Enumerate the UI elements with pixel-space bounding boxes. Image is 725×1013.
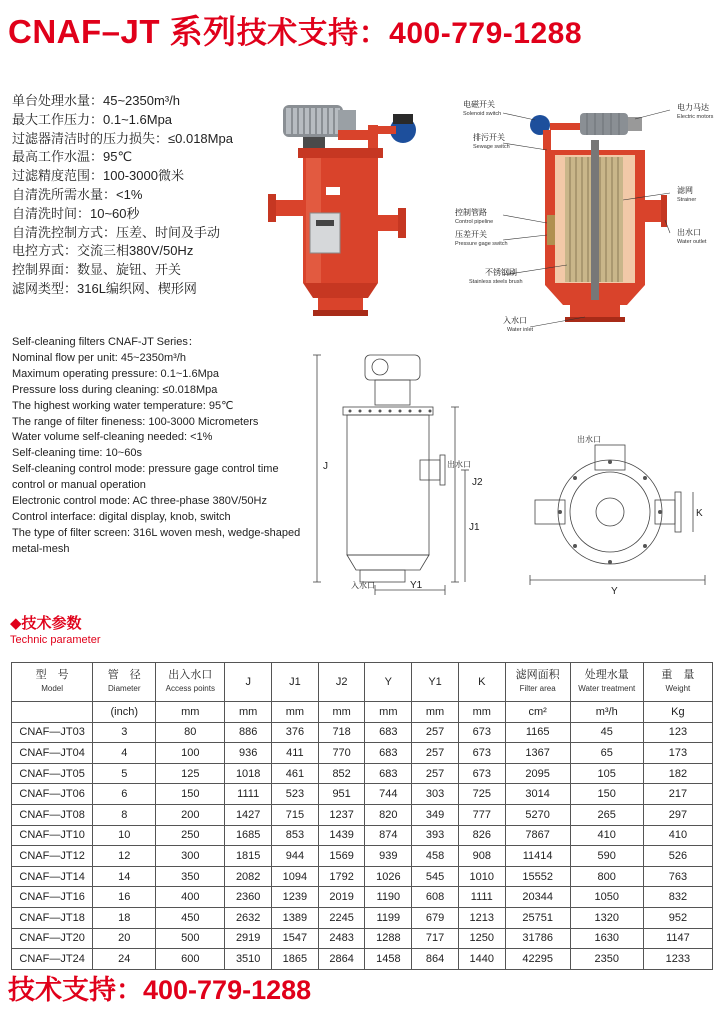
table-units-row <box>12 702 713 723</box>
column-header-en: Access points <box>165 684 215 693</box>
table-cell: CNAF—JT03 <box>12 722 93 743</box>
table-cell: 80 <box>156 722 225 743</box>
label-solenoid: 电磁开关 <box>463 100 495 109</box>
table-cell: 673 <box>458 722 505 743</box>
table-cell: 1547 <box>272 928 319 949</box>
table-cell: 853 <box>272 825 319 846</box>
column-header-cn: 出入水口 <box>168 669 213 681</box>
table-cell: 8 <box>93 804 156 825</box>
cn-spec: 最高工作水温：95℃ <box>12 149 133 165</box>
table-cell: 6 <box>93 784 156 805</box>
table-cell: 820 <box>365 804 412 825</box>
table-cell: 826 <box>458 825 505 846</box>
column-header-en: Model <box>41 684 64 693</box>
en-spec: Nominal flow per unit: 45~2350m³/h <box>12 351 186 364</box>
table-cell: 458 <box>412 846 459 867</box>
column-header-cn: Y <box>384 675 393 688</box>
label-outlet: 出水口 <box>677 228 701 237</box>
table-cell: 349 <box>412 804 459 825</box>
table-cell: 886 <box>225 722 272 743</box>
label-pipeline-en: Control pipeline <box>455 219 494 225</box>
top-view-drawing <box>515 430 720 610</box>
en-spec: Self-cleaning filters CNAF-JT Series： <box>12 336 199 348</box>
column-header-cn: J <box>245 675 251 688</box>
en-spec: The highest working water temperature: 95℃ <box>12 399 234 412</box>
table-cell: 1865 <box>272 949 319 970</box>
table-cell: 852 <box>318 763 365 784</box>
table-cell: 150 <box>156 784 225 805</box>
table-cell: 42295 <box>505 949 570 970</box>
label-motor-en: Electric motors <box>677 114 714 120</box>
table-cell: 3 <box>93 722 156 743</box>
table-cell: 2360 <box>225 887 272 908</box>
column-header <box>458 663 505 702</box>
table-row <box>12 743 713 764</box>
table-cell: 4 <box>93 743 156 764</box>
table-cell: 1213 <box>458 907 505 928</box>
table-cell: 297 <box>643 804 712 825</box>
table-cell: 2095 <box>505 763 570 784</box>
column-header-cn: Y1 <box>428 675 442 688</box>
table-cell: 1288 <box>365 928 412 949</box>
column-header-en: Diameter <box>108 684 141 693</box>
table-cell: 125 <box>156 763 225 784</box>
table-cell: 25751 <box>505 907 570 928</box>
table-cell: 952 <box>643 907 712 928</box>
table-cell: 31786 <box>505 928 570 949</box>
table-cell: 717 <box>412 928 459 949</box>
column-header-cn: K <box>478 675 486 688</box>
table-cell: 182 <box>643 763 712 784</box>
label-motor: 电力马达 <box>677 103 709 112</box>
table-cell: CNAF—JT14 <box>12 866 93 887</box>
en-spec: Maximum operating pressure: 0.1~1.6Mpa <box>12 367 219 380</box>
table-cell: 1792 <box>318 866 365 887</box>
section-title: ◆技术参数 <box>10 615 82 632</box>
table-cell: 679 <box>412 907 459 928</box>
table-cell: 683 <box>365 722 412 743</box>
table-cell: 265 <box>570 804 643 825</box>
label-gage: 压差开关 <box>455 230 487 239</box>
table-cell: 376 <box>272 722 319 743</box>
table-cell: 590 <box>570 846 643 867</box>
column-header-cn: J2 <box>335 675 348 688</box>
table-cell: 2864 <box>318 949 365 970</box>
table-cell: 874 <box>365 825 412 846</box>
cn-spec: 滤网类型：316L编织网、楔形网 <box>12 280 197 296</box>
dim-k: K <box>696 508 703 519</box>
table-cell: CNAF—JT04 <box>12 743 93 764</box>
column-header-cn: 处理水量 <box>584 669 629 681</box>
table-cell: 545 <box>412 866 459 887</box>
cn-spec: 最大工作压力：0.1~1.6Mpa <box>12 111 173 127</box>
cn-spec-list <box>12 92 233 299</box>
en-spec: Electronic control mode: AC three-phase 380V/50Hz <box>12 495 267 508</box>
table-cell: 1389 <box>272 907 319 928</box>
cn-spec: 自清洗控制方式：压差、时间及手动 <box>12 224 221 240</box>
table-cell: 1237 <box>318 804 365 825</box>
table-cell: 217 <box>643 784 712 805</box>
table-cell: 250 <box>156 825 225 846</box>
table-cell: 450 <box>156 907 225 928</box>
table-cell: CNAF—JT20 <box>12 928 93 949</box>
table-cell: 200 <box>156 804 225 825</box>
table-cell: 123 <box>643 722 712 743</box>
table-cell: 1458 <box>365 949 412 970</box>
table-cell: 2019 <box>318 887 365 908</box>
en-spec: Control interface: digital display, knob, switch <box>12 510 231 523</box>
label-inlet-en: Water inlet <box>507 327 534 333</box>
en-spec: Self-cleaning control mode: pressure gage control time control or manual operation <box>12 463 279 492</box>
label-sewage: 排污开关 <box>473 133 505 142</box>
table-cell: 1111 <box>458 887 505 908</box>
drawing-outlet-top: 出水口 <box>577 435 601 444</box>
label-brush: 不锈钢刷 <box>485 268 517 277</box>
table-cell: 1190 <box>365 887 412 908</box>
table-cell: 800 <box>570 866 643 887</box>
table-cell: CNAF—JT16 <box>12 887 93 908</box>
table-cell: 2483 <box>318 928 365 949</box>
table-cell: 777 <box>458 804 505 825</box>
table-cell: CNAF—JT10 <box>12 825 93 846</box>
table-cell: 173 <box>643 743 712 764</box>
cn-spec: 单台处理水量：45~2350m³/h <box>12 93 180 108</box>
table-cell: CNAF—JT24 <box>12 949 93 970</box>
table-cell: 3014 <box>505 784 570 805</box>
table-cell: 2082 <box>225 866 272 887</box>
table-cell: CNAF—JT12 <box>12 846 93 867</box>
cn-spec: 控制界面：数显、旋钮、开关 <box>12 262 182 278</box>
table-cell: 2350 <box>570 949 643 970</box>
table-cell: 410 <box>643 825 712 846</box>
table-cell: 744 <box>365 784 412 805</box>
column-header <box>365 663 412 702</box>
label-inlet: 入水口 <box>503 316 527 325</box>
table-cell: CNAF—JT08 <box>12 804 93 825</box>
table-cell: 939 <box>365 846 412 867</box>
table-cell: 461 <box>272 763 319 784</box>
title-support: 技术支持：400-779-1288 <box>236 17 583 50</box>
table-row <box>12 804 713 825</box>
label-gage-en: Pressure gage switch <box>455 241 508 247</box>
table-header-row <box>12 663 713 702</box>
label-brush-en: Stainless steels brush <box>469 279 523 285</box>
table-cell: 526 <box>643 846 712 867</box>
unit-cell: mm <box>365 702 412 723</box>
table-cell: 1427 <box>225 804 272 825</box>
table-cell: 770 <box>318 743 365 764</box>
dim-y1: Y1 <box>410 580 423 591</box>
parameter-table <box>11 662 713 970</box>
label-strainer-en: Strainer <box>677 197 697 203</box>
table-cell: 2919 <box>225 928 272 949</box>
table-cell: 608 <box>412 887 459 908</box>
table-cell: CNAF—JT18 <box>12 907 93 928</box>
table-cell: 600 <box>156 949 225 970</box>
table-cell: 1439 <box>318 825 365 846</box>
table-cell: 11414 <box>505 846 570 867</box>
table-body <box>12 722 713 969</box>
filter-product-photo <box>268 100 448 320</box>
table-cell: 1010 <box>458 866 505 887</box>
table-cell: 20 <box>93 928 156 949</box>
table-cell: 1018 <box>225 763 272 784</box>
table-cell: 673 <box>458 743 505 764</box>
table-cell: 1815 <box>225 846 272 867</box>
section-subtitle: Technic parameter <box>10 634 101 646</box>
table-cell: CNAF—JT06 <box>12 784 93 805</box>
table-cell: 1440 <box>458 949 505 970</box>
table-cell: 16 <box>93 887 156 908</box>
table-cell: 105 <box>570 763 643 784</box>
table-cell: 1320 <box>570 907 643 928</box>
table-cell: 1199 <box>365 907 412 928</box>
table-cell: 2632 <box>225 907 272 928</box>
table-cell: 350 <box>156 866 225 887</box>
table-row <box>12 825 713 846</box>
unit-cell: mm <box>458 702 505 723</box>
unit-cell: mm <box>412 702 459 723</box>
table-cell: 20344 <box>505 887 570 908</box>
cn-spec: 电控方式：交流三相380V/50Hz <box>12 243 194 259</box>
column-header <box>12 663 93 702</box>
dim-y: Y <box>611 586 618 597</box>
en-spec-list <box>12 335 307 558</box>
table-cell: 944 <box>272 846 319 867</box>
cn-spec: 自清洗所需水量：<1% <box>12 186 143 202</box>
table-cell: 683 <box>365 743 412 764</box>
table-cell: 5270 <box>505 804 570 825</box>
cn-spec: 过滤器清洁时的压力损失：≤0.018Mpa <box>12 130 233 146</box>
label-solenoid-en: Solenoid switch <box>463 111 502 117</box>
table-cell: 832 <box>643 887 712 908</box>
column-header-cn: 滤网面积 <box>515 669 560 681</box>
label-outlet-en: Water outlet <box>677 239 707 245</box>
column-header <box>643 663 712 702</box>
table-cell: 1094 <box>272 866 319 887</box>
label-sewage-en: Sewage switch <box>473 144 510 150</box>
column-header <box>570 663 643 702</box>
table-cell: 500 <box>156 928 225 949</box>
en-spec: The range of filter fineness: 100-3000 Micrometers <box>12 415 259 428</box>
column-header-en: Weight <box>665 684 691 693</box>
unit-cell: mm <box>272 702 319 723</box>
unit-cell: mm <box>225 702 272 723</box>
table-cell: 100 <box>156 743 225 764</box>
table-cell: 936 <box>225 743 272 764</box>
page-title <box>8 6 582 53</box>
drawing-outlet: 出水口 <box>447 460 471 469</box>
table-cell: 2245 <box>318 907 365 928</box>
table-cell: 65 <box>570 743 643 764</box>
column-header-cn: 重 量 <box>661 669 695 681</box>
column-header-en: Filter area <box>519 684 556 693</box>
table-cell: 715 <box>272 804 319 825</box>
table-cell: 410 <box>570 825 643 846</box>
en-spec: Self-cleaning time: 10~60s <box>12 447 142 460</box>
table-cell: 908 <box>458 846 505 867</box>
column-header <box>93 663 156 702</box>
table-cell: 10 <box>93 825 156 846</box>
table-cell: 3510 <box>225 949 272 970</box>
unit-cell: (inch) <box>93 702 156 723</box>
table-row <box>12 784 713 805</box>
column-header-cn: 管 径 <box>107 669 141 681</box>
table-cell: 18 <box>93 907 156 928</box>
unit-cell: Kg <box>643 702 712 723</box>
footer-support: 技术支持：400-779-1288 <box>8 975 312 1005</box>
table-cell: 864 <box>412 949 459 970</box>
table-cell: 24 <box>93 949 156 970</box>
title-model: CNAF–JT 系列 <box>8 13 237 50</box>
table-row <box>12 949 713 970</box>
table-cell: 1250 <box>458 928 505 949</box>
unit-cell <box>12 702 93 723</box>
table-row <box>12 763 713 784</box>
table-row <box>12 846 713 867</box>
front-view-drawing <box>305 345 505 600</box>
dim-j: J <box>323 461 328 472</box>
table-cell: 15552 <box>505 866 570 887</box>
unit-cell: mm <box>156 702 225 723</box>
label-pipeline: 控制管路 <box>455 208 487 217</box>
column-header <box>505 663 570 702</box>
column-header <box>225 663 272 702</box>
table-cell: 725 <box>458 784 505 805</box>
column-header <box>156 663 225 702</box>
table-cell: 257 <box>412 722 459 743</box>
en-spec: The type of filter screen: 316L woven mesh, wedge-shaped metal-mesh <box>12 526 301 555</box>
table-cell: 1026 <box>365 866 412 887</box>
table-cell: 763 <box>643 866 712 887</box>
column-header-cn: J1 <box>289 675 301 688</box>
table-cell: 523 <box>272 784 319 805</box>
table-cell: 1233 <box>643 949 712 970</box>
table-cell: 1239 <box>272 887 319 908</box>
dim-j1: J1 <box>469 522 480 533</box>
dim-j2: J2 <box>472 477 483 488</box>
table-cell: 411 <box>272 743 319 764</box>
en-spec: Pressure loss during cleaning: ≤0.018Mpa <box>12 383 218 396</box>
table-cell: 1147 <box>643 928 712 949</box>
column-header-cn: 型 号 <box>35 669 69 681</box>
table-row <box>12 866 713 887</box>
table-row <box>12 887 713 908</box>
table-row <box>12 722 713 743</box>
table-cell: 150 <box>570 784 643 805</box>
column-header <box>318 663 365 702</box>
cn-spec: 自清洗时间：10~60秒 <box>12 205 140 221</box>
table-cell: 1685 <box>225 825 272 846</box>
cn-spec: 过滤精度范围：100-3000微米 <box>12 168 184 184</box>
label-strainer: 滤网 <box>677 186 693 195</box>
cutaway-diagram <box>455 95 720 350</box>
table-cell: 1111 <box>225 784 272 805</box>
table-cell: 5 <box>93 763 156 784</box>
table-cell: 300 <box>156 846 225 867</box>
table-cell: 1050 <box>570 887 643 908</box>
column-header-en: Water treatment <box>578 684 636 693</box>
unit-cell: cm² <box>505 702 570 723</box>
unit-cell: m³/h <box>570 702 643 723</box>
table-cell: 12 <box>93 846 156 867</box>
table-cell: 1630 <box>570 928 643 949</box>
table-cell: 393 <box>412 825 459 846</box>
table-cell: 45 <box>570 722 643 743</box>
table-cell: 14 <box>93 866 156 887</box>
table-cell: 257 <box>412 763 459 784</box>
en-spec: Water volume self-cleaning needed: <1% <box>12 431 213 444</box>
table-cell: 1367 <box>505 743 570 764</box>
column-header <box>272 663 319 702</box>
table-cell: 951 <box>318 784 365 805</box>
table-row <box>12 928 713 949</box>
table-cell: 303 <box>412 784 459 805</box>
unit-cell: mm <box>318 702 365 723</box>
table-row <box>12 907 713 928</box>
table-cell: 1569 <box>318 846 365 867</box>
table-cell: 673 <box>458 763 505 784</box>
table-cell: 1165 <box>505 722 570 743</box>
table-cell: 257 <box>412 743 459 764</box>
table-cell: 718 <box>318 722 365 743</box>
table-cell: 400 <box>156 887 225 908</box>
table-cell: 7867 <box>505 825 570 846</box>
column-header <box>412 663 459 702</box>
table-cell: 683 <box>365 763 412 784</box>
drawing-inlet: 入水口 <box>351 581 375 590</box>
table-cell: CNAF—JT05 <box>12 763 93 784</box>
